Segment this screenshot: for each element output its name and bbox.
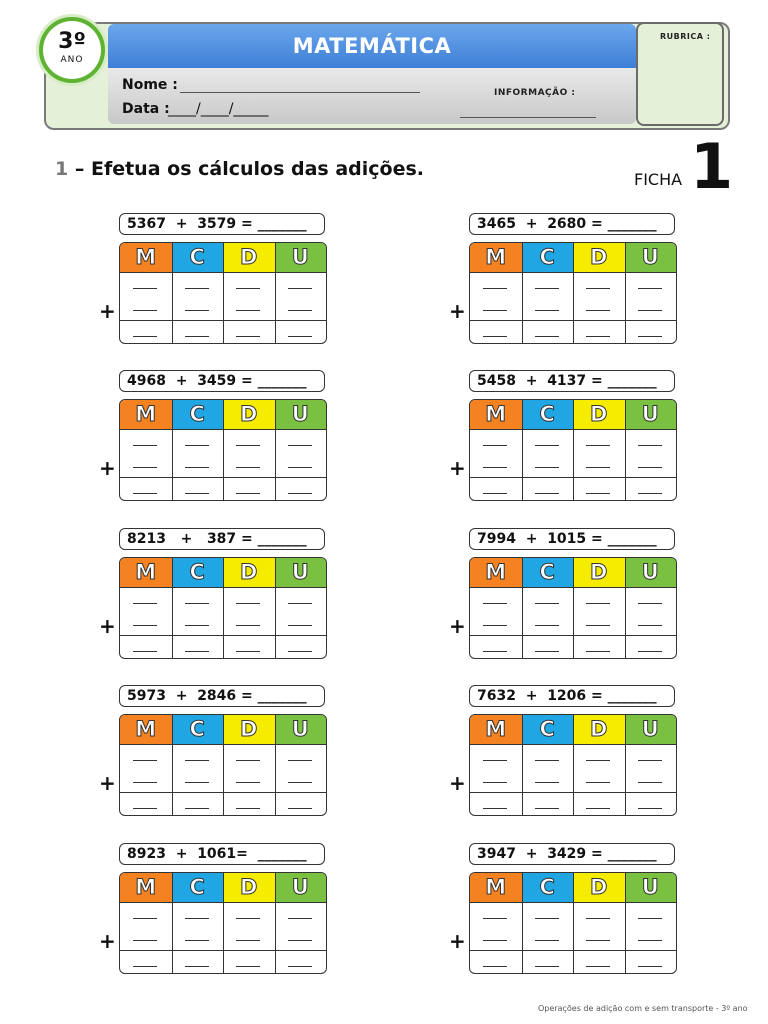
digit-blank[interactable] [483,493,507,494]
column-header-d: D [223,558,275,587]
exercise-block [449,528,679,660]
column-divider [223,715,224,815]
digit-blank[interactable] [586,760,610,761]
digit-blank[interactable] [288,918,312,919]
digit-blank[interactable] [483,445,507,446]
instruction [55,158,424,180]
place-value-grid [119,714,327,816]
equation-box[interactable]: 8213 + 387 = _______ [119,528,325,550]
column-header-c: C [172,873,224,902]
column-divider [625,243,626,343]
digit-blank[interactable] [133,782,157,783]
digit-blank[interactable] [133,493,157,494]
exercise-block [449,213,679,345]
column-divider [275,400,276,500]
ficha-number: 1 [690,130,734,203]
exercise-block [99,213,329,345]
digit-blank[interactable] [483,966,507,967]
digit-blank[interactable] [288,493,312,494]
digit-blank[interactable] [638,493,662,494]
column-header-u: U [625,873,677,902]
digit-blank[interactable] [236,625,260,626]
digit-blank[interactable] [185,310,209,311]
digit-blank[interactable] [638,966,662,967]
digit-blank[interactable] [236,966,260,967]
digit-blank[interactable] [586,940,610,941]
equation-box[interactable]: 3947 + 3429 = _______ [469,843,675,865]
column-divider [172,558,173,658]
subject-title: MATEMÁTICA [292,34,452,58]
column-header-m: M [120,243,172,272]
plus-sign: + [449,456,466,480]
column-header-d: D [573,873,625,902]
column-header-c: C [172,558,224,587]
digit-blank[interactable] [185,493,209,494]
digit-blank[interactable] [236,940,260,941]
equation-box[interactable]: 5973 + 2846 = _______ [119,685,325,707]
column-header-c: C [522,243,574,272]
digit-blank[interactable] [638,760,662,761]
equation-box[interactable]: 5367 + 3579 = _______ [119,213,325,235]
column-divider [522,873,523,973]
plus-sign: + [99,614,116,638]
digit-blank[interactable] [638,940,662,941]
digit-blank[interactable] [185,966,209,967]
digit-blank[interactable] [133,336,157,337]
digit-blank[interactable] [535,310,559,311]
plus-sign: + [449,299,466,323]
column-divider [223,873,224,973]
equation-box[interactable]: 4968 + 3459 = _______ [119,370,325,392]
digit-blank[interactable] [638,808,662,809]
digit-blank[interactable] [236,445,260,446]
digit-blank[interactable] [535,782,559,783]
digit-blank[interactable] [586,625,610,626]
column-header-u: U [275,558,327,587]
digit-blank[interactable] [133,760,157,761]
sum-line [470,950,676,951]
digit-blank[interactable] [185,808,209,809]
digit-blank[interactable] [236,760,260,761]
plus-sign: + [99,929,116,953]
info-field[interactable] [460,117,596,118]
sum-line [120,320,326,321]
column-header-u: U [275,715,327,744]
digit-blank[interactable] [535,445,559,446]
sum-line [120,477,326,478]
digit-blank[interactable] [638,625,662,626]
plus-sign: + [449,929,466,953]
column-header-m: M [120,558,172,587]
ficha-label: FICHA [634,170,683,189]
digit-blank[interactable] [535,918,559,919]
digit-blank[interactable] [288,336,312,337]
place-value-grid [119,399,327,501]
instruction-text: Efetua os cálculos das adições. [90,158,425,180]
column-header-m: M [120,715,172,744]
digit-blank[interactable] [586,310,610,311]
digit-blank[interactable] [483,625,507,626]
column-divider [522,400,523,500]
column-header-c: C [522,873,574,902]
year-label: ANO [60,55,84,65]
column-divider [275,873,276,973]
column-header-d: D [573,400,625,429]
instruction-dash: – [68,158,91,180]
digit-blank[interactable] [535,808,559,809]
column-divider [172,873,173,973]
exercise-block [99,370,329,502]
digit-blank[interactable] [483,760,507,761]
column-divider [625,715,626,815]
digit-blank[interactable] [638,467,662,468]
digit-blank[interactable] [483,603,507,604]
column-header-d: D [223,243,275,272]
column-divider [275,243,276,343]
sum-line [120,950,326,951]
digit-blank[interactable] [483,918,507,919]
place-value-grid [119,557,327,659]
digit-blank[interactable] [288,310,312,311]
digit-blank[interactable] [133,966,157,967]
sum-line [120,635,326,636]
column-header-u: U [625,715,677,744]
place-value-grid [469,872,677,974]
column-divider [223,558,224,658]
column-divider [275,558,276,658]
digit-blank[interactable] [638,918,662,919]
digit-blank[interactable] [586,336,610,337]
exercise-block [99,528,329,660]
digit-blank[interactable] [535,940,559,941]
plus-sign: + [99,456,116,480]
equation-box[interactable]: 7632 + 1206 = _______ [469,685,675,707]
column-divider [625,400,626,500]
digit-blank[interactable] [535,625,559,626]
sum-line [470,635,676,636]
digit-blank[interactable] [638,310,662,311]
column-header-m: M [120,400,172,429]
digit-blank[interactable] [535,603,559,604]
digit-blank[interactable] [236,493,260,494]
column-header-u: U [625,400,677,429]
digit-blank[interactable] [638,336,662,337]
digit-blank[interactable] [586,918,610,919]
digit-blank[interactable] [483,288,507,289]
digit-blank[interactable] [586,782,610,783]
column-divider [625,558,626,658]
column-header-c: C [172,715,224,744]
column-header-u: U [625,558,677,587]
digit-blank[interactable] [236,918,260,919]
column-divider [522,715,523,815]
digit-blank[interactable] [638,782,662,783]
sum-line [120,792,326,793]
column-header-u: U [275,400,327,429]
digit-blank[interactable] [288,808,312,809]
exercise-block [99,685,329,817]
digit-blank[interactable] [185,782,209,783]
digit-blank[interactable] [288,467,312,468]
digit-blank[interactable] [586,445,610,446]
sum-line [470,792,676,793]
equation-box[interactable]: 7994 + 1015 = _______ [469,528,675,550]
column-header-d: D [573,243,625,272]
digit-blank[interactable] [133,445,157,446]
digit-blank[interactable] [236,467,260,468]
place-value-grid [119,242,327,344]
column-header-m: M [470,558,522,587]
name-label: Nome : [122,77,178,93]
digit-blank[interactable] [185,651,209,652]
digit-blank[interactable] [185,336,209,337]
digit-blank[interactable] [236,651,260,652]
column-header-c: C [522,558,574,587]
digit-blank[interactable] [586,651,610,652]
column-divider [522,243,523,343]
equation-box[interactable]: 3465 + 2680 = _______ [469,213,675,235]
digit-blank[interactable] [288,940,312,941]
place-value-grid [469,242,677,344]
digit-blank[interactable] [638,288,662,289]
column-divider [522,558,523,658]
digit-blank[interactable] [185,603,209,604]
plus-sign: + [99,299,116,323]
year-number: 3º [58,29,86,54]
digit-blank[interactable] [185,445,209,446]
column-header-u: U [275,873,327,902]
digit-blank[interactable] [185,940,209,941]
digit-blank[interactable] [483,310,507,311]
exercise-block [449,685,679,817]
column-header-d: D [573,558,625,587]
digit-blank[interactable] [236,310,260,311]
place-value-grid [469,714,677,816]
plus-sign: + [99,771,116,795]
date-field[interactable]: ____/____/_____ [168,101,269,117]
column-header-d: D [223,400,275,429]
digit-blank[interactable] [586,808,610,809]
digit-blank[interactable] [236,808,260,809]
digit-blank[interactable] [535,966,559,967]
column-divider [625,873,626,973]
digit-blank[interactable] [133,940,157,941]
column-header-c: C [522,715,574,744]
exercise-block [449,843,679,975]
column-header-m: M [470,243,522,272]
digit-blank[interactable] [535,467,559,468]
column-divider [573,243,574,343]
place-value-grid [469,399,677,501]
name-field[interactable] [180,92,420,93]
digit-blank[interactable] [288,625,312,626]
digit-blank[interactable] [133,808,157,809]
digit-blank[interactable] [483,336,507,337]
digit-blank[interactable] [288,651,312,652]
exercise-block [449,370,679,502]
digit-blank[interactable] [535,651,559,652]
digit-blank[interactable] [185,288,209,289]
footer: Operações de adição com e sem transporte - 3º ano [538,1004,748,1013]
digit-blank[interactable] [586,966,610,967]
digit-blank[interactable] [535,336,559,337]
digit-blank[interactable] [185,918,209,919]
column-header-d: D [223,873,275,902]
digit-blank[interactable] [185,625,209,626]
column-divider [172,715,173,815]
digit-blank[interactable] [236,288,260,289]
digit-blank[interactable] [586,467,610,468]
digit-blank[interactable] [236,336,260,337]
digit-blank[interactable] [483,467,507,468]
sum-line [470,477,676,478]
info-label: INFORMAÇÃO : [494,88,576,98]
place-value-grid [119,872,327,974]
column-header-m: M [470,873,522,902]
digit-blank[interactable] [288,966,312,967]
digit-blank[interactable] [185,467,209,468]
digit-blank[interactable] [133,603,157,604]
sum-line [470,320,676,321]
digit-blank[interactable] [483,782,507,783]
digit-blank[interactable] [483,808,507,809]
column-divider [275,715,276,815]
digit-blank[interactable] [638,651,662,652]
column-divider [172,243,173,343]
column-divider [573,400,574,500]
column-divider [573,873,574,973]
digit-blank[interactable] [185,760,209,761]
rubrica-label: RUBRICA : [660,32,711,41]
digit-blank[interactable] [483,940,507,941]
column-header-u: U [625,243,677,272]
digit-blank[interactable] [133,625,157,626]
column-divider [172,400,173,500]
column-header-m: M [470,715,522,744]
digit-blank[interactable] [586,493,610,494]
plus-sign: + [449,771,466,795]
digit-blank[interactable] [133,467,157,468]
exercise-block [99,843,329,975]
column-divider [573,715,574,815]
plus-sign: + [449,614,466,638]
column-header-c: C [172,400,224,429]
digit-blank[interactable] [638,445,662,446]
column-header-u: U [275,243,327,272]
column-divider [223,400,224,500]
column-header-c: C [172,243,224,272]
column-header-m: M [470,400,522,429]
digit-blank[interactable] [133,918,157,919]
digit-blank[interactable] [288,288,312,289]
instruction-number: 1 [55,158,69,180]
digit-blank[interactable] [133,651,157,652]
column-header-m: M [120,873,172,902]
place-value-grid [469,557,677,659]
equation-box[interactable]: 5458 + 4137 = _______ [469,370,675,392]
digit-blank[interactable] [638,603,662,604]
digit-blank[interactable] [133,310,157,311]
digit-blank[interactable] [535,760,559,761]
digit-blank[interactable] [133,288,157,289]
column-header-c: C [522,400,574,429]
digit-blank[interactable] [288,760,312,761]
column-divider [223,243,224,343]
digit-blank[interactable] [586,603,610,604]
digit-blank[interactable] [236,603,260,604]
equation-box[interactable]: 8923 + 1061= _______ [119,843,325,865]
digit-blank[interactable] [288,782,312,783]
column-header-d: D [573,715,625,744]
column-header-d: D [223,715,275,744]
digit-blank[interactable] [483,651,507,652]
digit-blank[interactable] [535,288,559,289]
digit-blank[interactable] [586,288,610,289]
digit-blank[interactable] [535,493,559,494]
column-divider [573,558,574,658]
digit-blank[interactable] [236,782,260,783]
digit-blank[interactable] [288,445,312,446]
date-label: Data : [122,101,170,117]
digit-blank[interactable] [288,603,312,604]
